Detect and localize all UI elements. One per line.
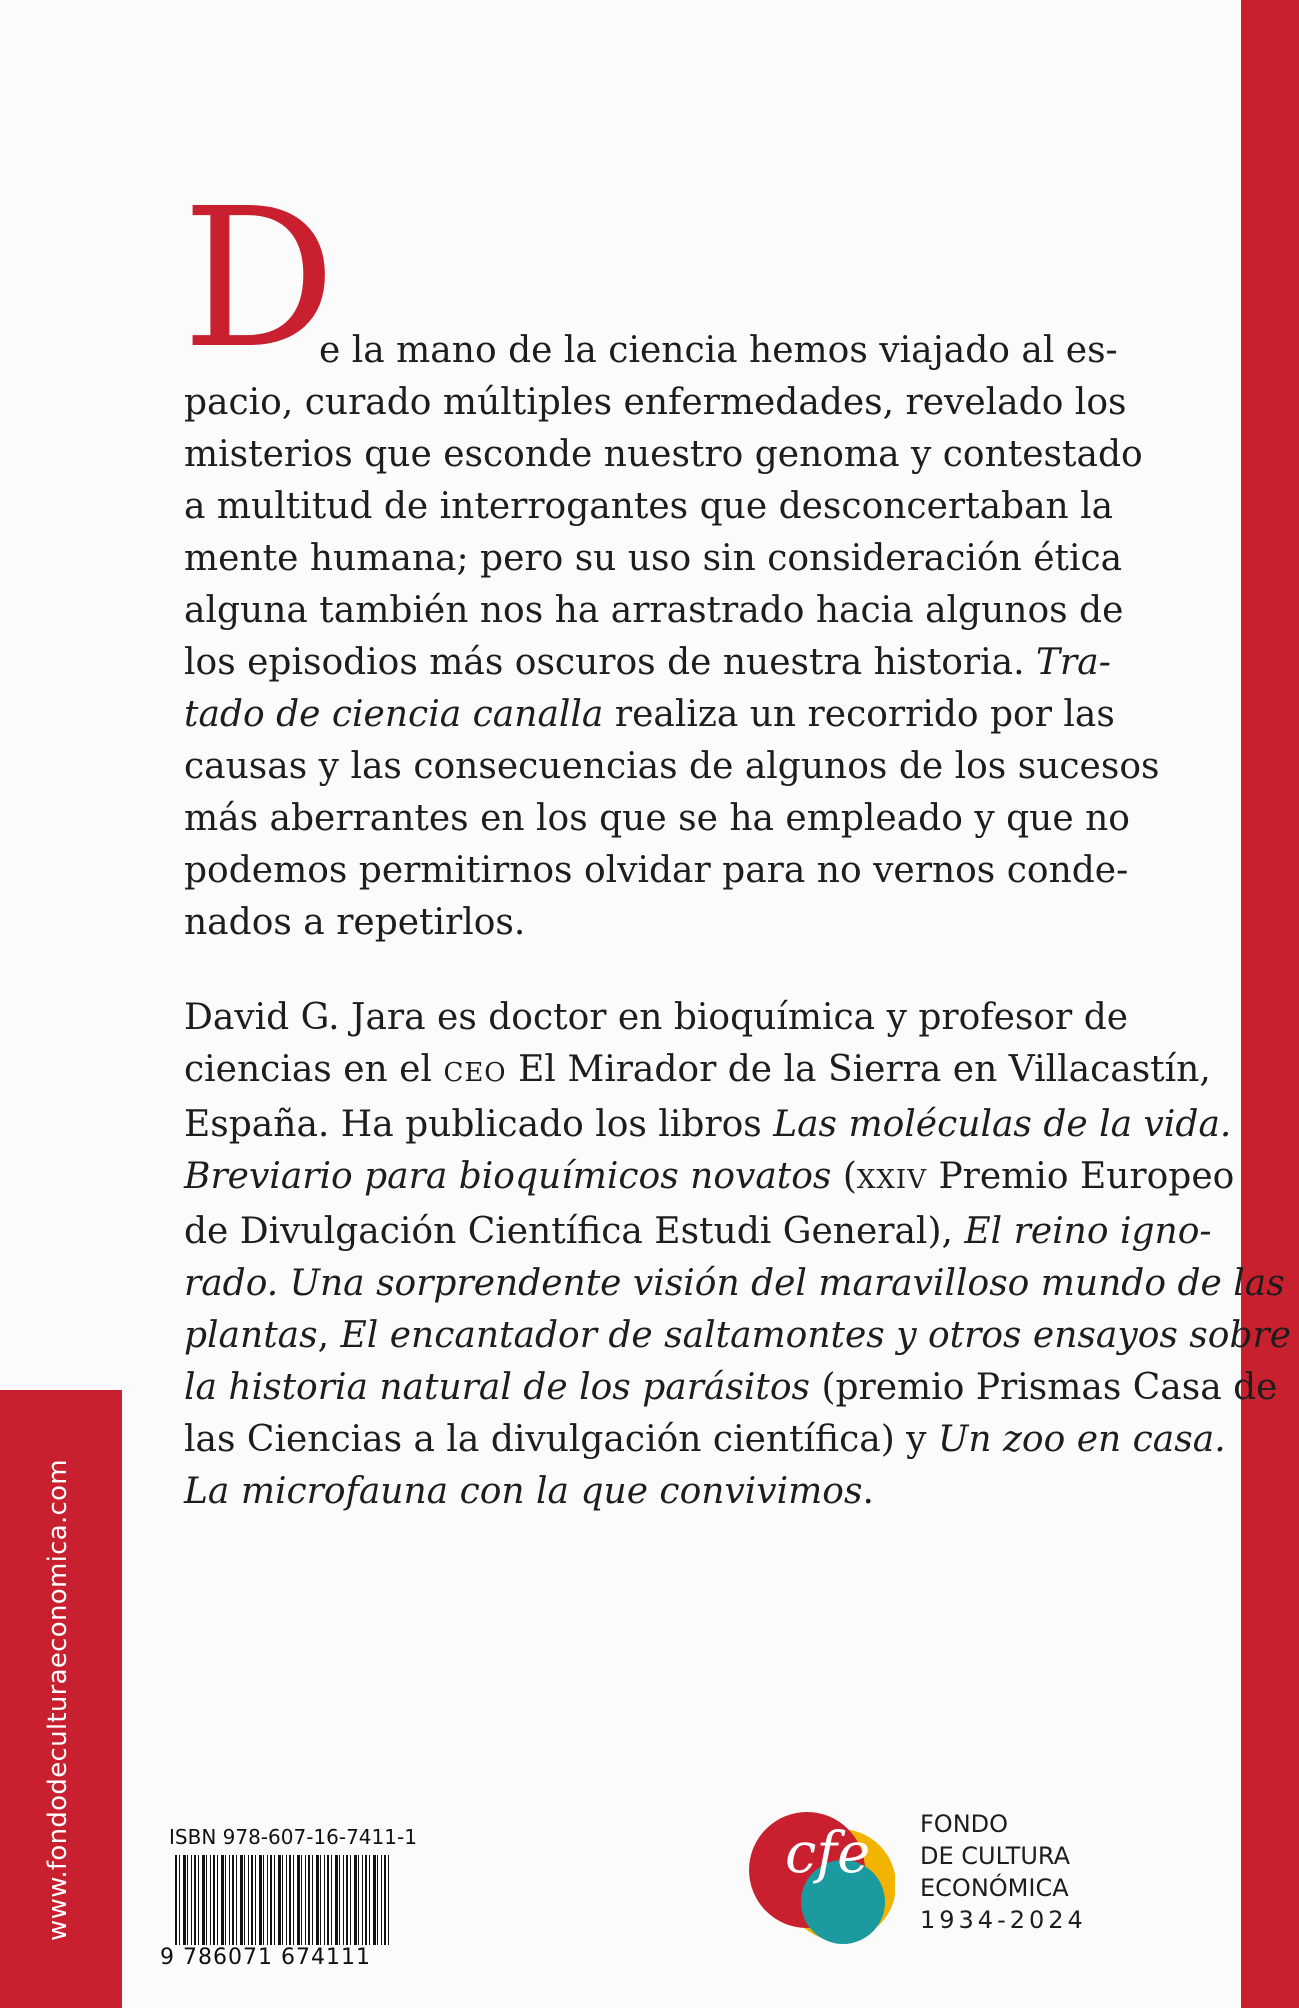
logo-letters: cfe xyxy=(785,1821,871,1886)
book-title: El encantador de saltamontes y otros ensayos sobre xyxy=(340,1315,1291,1356)
bio-line xyxy=(184,1206,1212,1258)
blurb-line: mente humana; pero su uso sin consideración ética xyxy=(184,538,1123,579)
book-title: rado. Una sorprendente visión del maravilloso mundo de las xyxy=(184,1263,1285,1304)
bio-line xyxy=(184,1044,1211,1099)
blurb-line: más aberrantes en los que se ha empleado y que no xyxy=(184,798,1130,839)
book-title: El reino igno- xyxy=(964,1211,1212,1252)
blurb-line: causas y las consecuencias de algunos de los sucesos xyxy=(184,746,1160,787)
book-title-part: tado de ciencia canalla xyxy=(184,694,604,735)
blurb-line: podemos permitirnos olvidar para no vernos conde- xyxy=(184,850,1129,891)
bio-text: (premio Prismas Casa de xyxy=(821,1367,1278,1408)
bio-line xyxy=(184,1310,1291,1362)
drop-cap: D xyxy=(182,168,336,391)
blurb-line-text: los episodios más oscuros de nuestra historia. xyxy=(184,642,1025,683)
book-title-part: Tra- xyxy=(1036,642,1111,683)
book-title: Breviario para bioquímicos novatos xyxy=(184,1156,832,1197)
bio-line xyxy=(184,1258,1285,1310)
book-title: la historia natural de los parásitos xyxy=(184,1367,810,1408)
book-title: Las moléculas de la vida. xyxy=(773,1104,1232,1145)
bio-text: Premio Europeo xyxy=(938,1156,1235,1197)
blurb-line xyxy=(184,637,1111,689)
blurb-line: a multitud de interrogantes que desconcertaban la xyxy=(184,486,1114,527)
isbn-label: ISBN 978-607-16-7411-1 xyxy=(169,1825,417,1849)
publisher-name xyxy=(920,1808,1087,1936)
publisher-logo-icon xyxy=(745,1790,895,1950)
publisher-line: FONDO xyxy=(920,1810,1009,1838)
bio-text: ciencias en el xyxy=(184,1049,432,1090)
book-title: La microfauna con la que convivimos xyxy=(184,1471,863,1512)
bio-text: El Mirador de la Sierra en Villacastín, xyxy=(518,1049,1211,1090)
barcode-icon xyxy=(175,1855,392,1945)
blurb-line-text: realiza un recorrido por las xyxy=(614,694,1115,735)
blurb-paragraph xyxy=(184,325,1160,949)
book-title: Un zoo en casa. xyxy=(937,1419,1226,1460)
blurb-line: misterios que esconde nuestro genoma y contestado xyxy=(184,434,1143,475)
bio-text: , xyxy=(317,1315,341,1356)
website-url[interactable]: www.fondodeculturaeconomica.com xyxy=(43,1459,73,1941)
bio-line xyxy=(184,1414,1226,1466)
blurb-line: e la mano de la ciencia hemos viajado al es- xyxy=(319,330,1118,371)
bio-line xyxy=(184,1151,1235,1206)
bio-text: . xyxy=(862,1471,874,1512)
bio-text: de Divulgación Científica Estudi General), xyxy=(184,1211,953,1252)
book-title: plantas xyxy=(184,1315,318,1356)
roman-numeral: XXIV xyxy=(856,1165,927,1195)
author-bio xyxy=(184,992,1291,1518)
publisher-line: DE CULTURA xyxy=(920,1842,1071,1870)
barcode-digits: 9 786071 674111 xyxy=(160,1945,371,1970)
bio-line xyxy=(184,1099,1232,1151)
publisher-years: 1934-2024 xyxy=(920,1906,1087,1934)
publisher-line: ECONÓMICA xyxy=(920,1874,1069,1902)
bio-text: las Ciencias a la divulgación científica) y xyxy=(184,1419,927,1460)
bio-line: David G. Jara es doctor en bioquímica y profesor de xyxy=(184,997,1129,1038)
blurb-line: pacio, curado múltiples enfermedades, revelado los xyxy=(184,382,1127,423)
blurb-line: nados a repetirlos. xyxy=(184,902,526,943)
bio-text: España. Ha publicado los libros xyxy=(184,1104,762,1145)
bio-text: ( xyxy=(842,1156,857,1197)
bio-line xyxy=(184,1362,1278,1414)
school-acronym: CEO xyxy=(443,1058,507,1088)
bio-line xyxy=(184,1466,1087,1518)
blurb-line xyxy=(184,689,1115,741)
right-red-band xyxy=(1241,0,1299,2008)
blurb-line: alguna también nos ha arrastrado hacia algunos de xyxy=(184,590,1124,631)
